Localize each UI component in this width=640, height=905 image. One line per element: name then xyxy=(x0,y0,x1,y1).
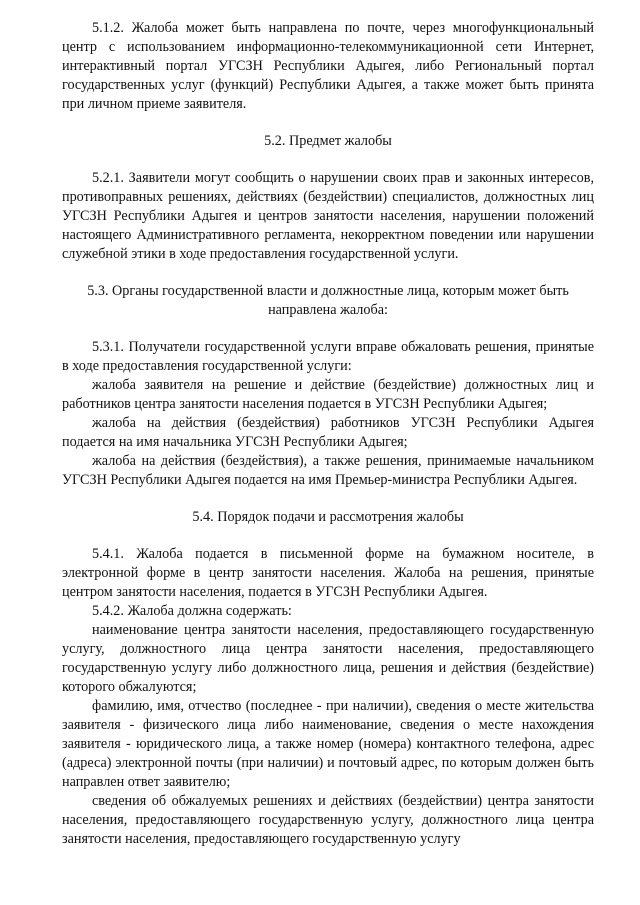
paragraph-5-4-2: 5.4.2. Жалоба должна содержать: xyxy=(92,603,292,619)
paragraph-5-1-2: 5.1.2. Жалоба может быть направлена по почте, через многофункциональный центр с использованием информационно-телекоммуникационной сети Интернет, интерактивный портал УГСЗН Республики Адыгея, либо Региональный портал государственных услуг (функций) Республики Адыгея, а также может быть принята при личном приеме заявителя. xyxy=(62,20,594,112)
paragraph-5-2-1: 5.2.1. Заявители могут сообщить о нарушении своих прав и законных интересов, противоправных решениях, действиях (бездействии) специалистов, должностных лиц УГСЗН Республики Адыгея и центров занятости населения, нарушении положений настоящего Административного регламента, некорректном поведении или нарушении служебной этики в ходе предоставления государственной услуги. xyxy=(62,170,594,262)
spacer xyxy=(62,527,594,545)
spacer xyxy=(62,320,594,338)
paragraph-5-3-1-c: жалоба на действия (бездействия), а также решения, принимаемые начальником УГСЗН Республики Адыгея подается на имя Премьер-министра Республики Адыгея. xyxy=(62,453,594,488)
spacer xyxy=(62,151,594,169)
section-heading-5-4: 5.4. Порядок подачи и рассмотрения жалобы xyxy=(192,509,464,525)
paragraph-5-4-2-a: наименование центра занятости населения, предоставляющего государственную услугу, должностного лица центра занятости населения, предоставляющего государственную услугу либо должностного лица, решения и действия (бездействие) которого обжалуются; xyxy=(62,622,594,695)
paragraph-5-3-1-a: жалоба заявителя на решение и действие (бездействие) должностных лиц и работников центра занятости населения подается в УГСЗН Республики Адыгея; xyxy=(62,377,594,412)
paragraph-5-3-1: 5.3.1. Получатели государственной услуги вправе обжаловать решения, принятые в ходе предоставления государственной услуги: xyxy=(62,339,594,374)
paragraph-5-4-1: 5.4.1. Жалоба подается в письменной форме на бумажном носителе, в электронной форме в центр занятости населения. Жалоба на решения, принятые центром занятости населения, подается в УГСЗН Республики Адыгея. xyxy=(62,546,594,600)
document-page xyxy=(62,19,594,849)
paragraph-5-4-2-c: сведения об обжалуемых решениях и действиях (бездействии) центра занятости населения, предоставляющего государственную услугу, должностного лица центра занятости населения, предоставляющего государственную услугу xyxy=(62,793,594,847)
section-heading-5-2: 5.2. Предмет жалобы xyxy=(264,133,392,149)
section-heading-5-3: 5.3. Органы государственной власти и должностные лица, которым может быть направлена жалоба: xyxy=(87,283,569,318)
paragraph-5-3-1-b: жалоба на действия (бездействия) работников УГСЗН Республики Адыгея подается на имя начальника УГСЗН Республики Адыгея; xyxy=(62,415,594,450)
spacer xyxy=(62,114,594,132)
paragraph-5-4-2-b: фамилию, имя, отчество (последнее - при наличии), сведения о месте жительства заявителя - физического лица либо наименование, сведения о месте нахождения заявителя - юридического лица, а также номер (номера) контактного телефона, адрес (адреса) электронной почты (при наличии) и почтовый адрес, по которым должен быть направлен ответ заявителю; xyxy=(62,698,594,790)
spacer xyxy=(62,490,594,508)
spacer xyxy=(62,264,594,282)
